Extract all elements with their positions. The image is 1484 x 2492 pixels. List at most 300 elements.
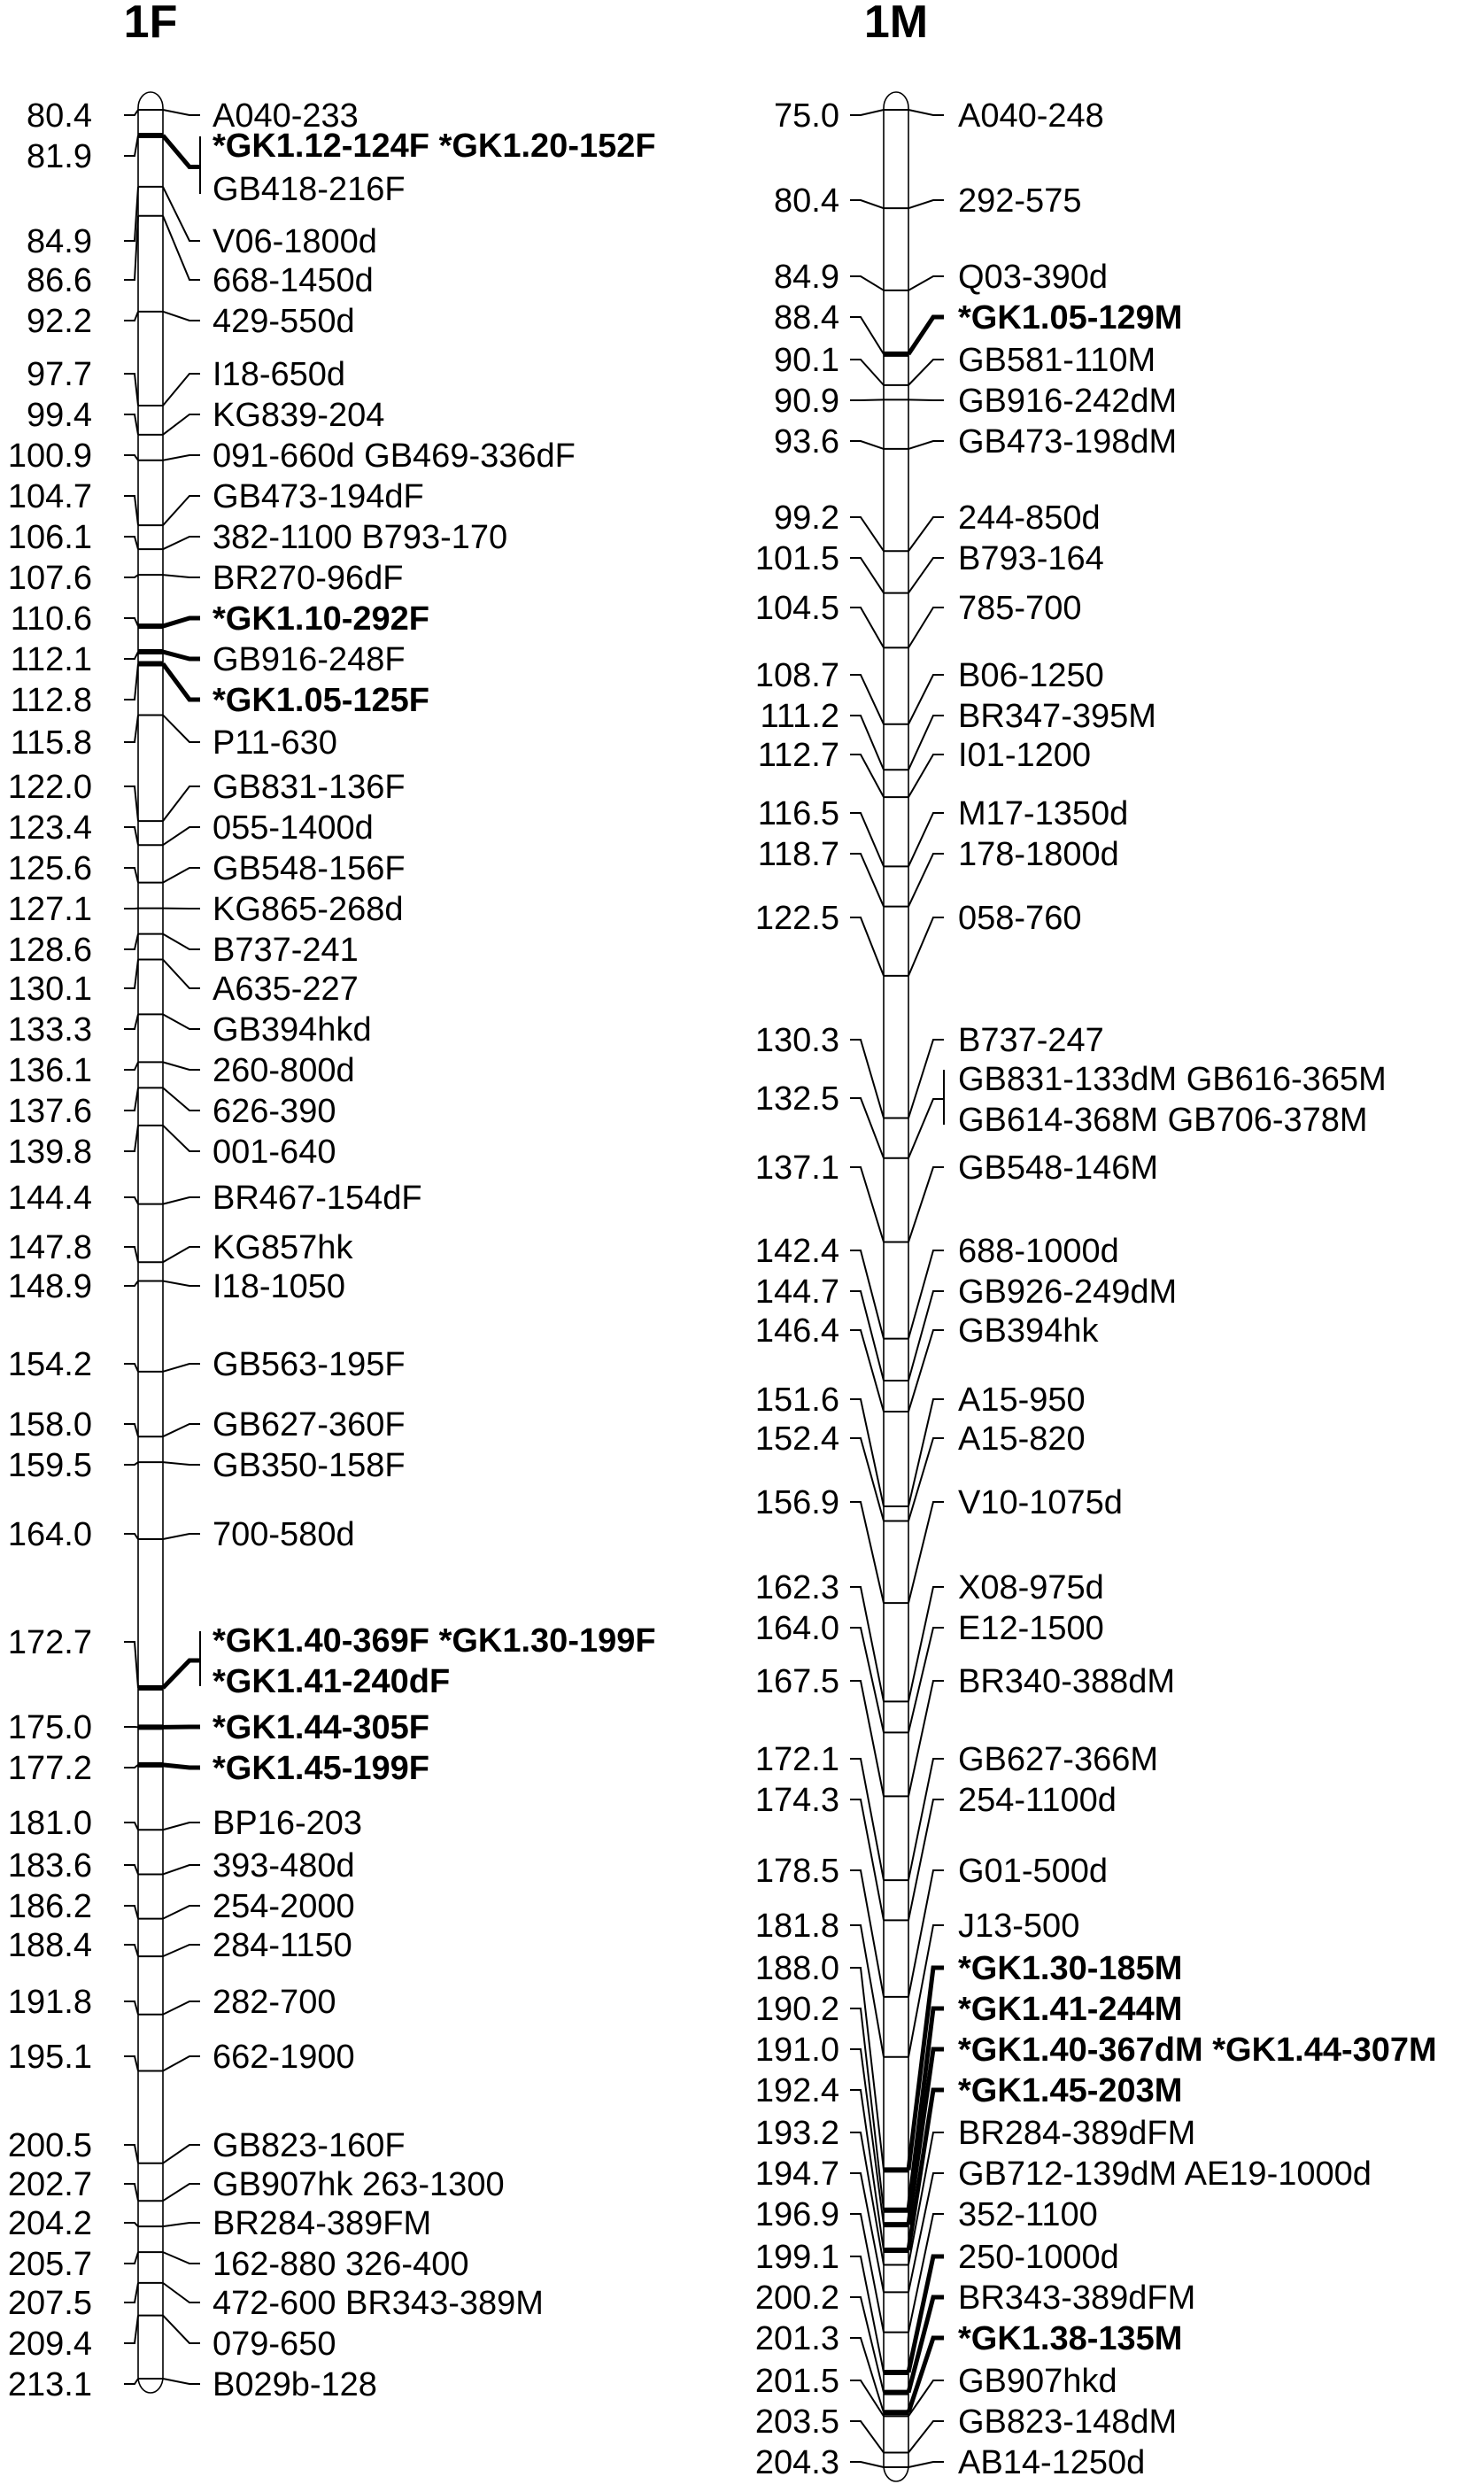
marker-label: GB614-368M GB706-378M — [958, 1102, 1368, 1139]
marker — [27, 128, 656, 208]
position-leader — [850, 1399, 884, 1506]
marker-label: V06-1800d — [213, 223, 377, 260]
marker-position: 92.2 — [27, 303, 92, 340]
chromosome-bar — [138, 92, 163, 2393]
marker-position: 130.1 — [7, 971, 92, 1008]
marker-position: 190.2 — [754, 1991, 839, 2028]
marker-position: 125.6 — [7, 850, 92, 887]
marker — [755, 1782, 1117, 1920]
label-leader — [908, 1759, 944, 1880]
marker-position: 101.5 — [754, 540, 839, 577]
marker-position: 88.4 — [774, 299, 839, 337]
position-leader — [124, 1945, 138, 1956]
position-leader — [124, 786, 138, 821]
marker-label: BP16-203 — [213, 1805, 363, 1842]
marker — [8, 1447, 406, 1484]
marker-label: GB907hk 263-1300 — [213, 2166, 505, 2203]
position-leader — [124, 135, 138, 156]
marker-position: 159.5 — [7, 1447, 92, 1484]
label-leader — [163, 2283, 200, 2302]
marker — [8, 1346, 406, 1383]
position-leader — [124, 1765, 138, 1768]
marker-label: 091-660d GB469-336dF — [213, 437, 576, 475]
label-leader — [163, 1087, 200, 1111]
marker-position: 177.2 — [7, 1750, 92, 1787]
marker — [8, 850, 406, 887]
marker-label: *GK1.41-240dF — [213, 1663, 451, 1700]
marker-label: A15-820 — [958, 1420, 1086, 1458]
marker — [8, 1516, 355, 1553]
marker-position: 111.2 — [760, 698, 839, 735]
position-leader — [124, 1906, 138, 1919]
position-leader — [124, 2184, 138, 2201]
label-leader — [163, 786, 200, 821]
position-leader — [124, 2223, 138, 2226]
position-leader — [124, 2001, 138, 2015]
marker-position: 154.2 — [7, 1346, 92, 1383]
marker-label: GB926-249dM — [958, 1273, 1178, 1311]
marker — [755, 1149, 1158, 1242]
marker-position: 200.5 — [7, 2127, 92, 2164]
marker-position: 136.1 — [7, 1052, 92, 1089]
marker — [8, 2039, 355, 2076]
marker — [774, 182, 1081, 220]
label-leader — [163, 868, 200, 883]
marker — [8, 2316, 336, 2363]
label-leader — [908, 1681, 944, 1796]
label-leader — [163, 1424, 200, 1436]
position-leader — [124, 312, 138, 321]
label-leader — [163, 1823, 200, 1830]
position-leader — [124, 1823, 138, 1830]
position-leader — [124, 110, 138, 115]
linkage-group-1F — [8, 0, 656, 2403]
marker-position: 115.8 — [10, 724, 92, 762]
marker-position: 172.1 — [754, 1741, 839, 1778]
marker — [8, 2127, 406, 2164]
label-leader — [163, 455, 200, 460]
marker-label: 382-1100 B793-170 — [213, 519, 508, 556]
position-leader — [124, 2145, 138, 2163]
marker-label: KG857hk — [213, 1229, 353, 1266]
marker — [755, 1061, 1387, 1158]
marker — [8, 437, 576, 475]
label-leader — [908, 360, 944, 385]
marker-label: GB394hkd — [213, 1011, 372, 1049]
label-leader — [163, 110, 200, 115]
position-leader — [124, 715, 138, 742]
marker-position: 90.1 — [774, 342, 839, 379]
label-leader — [908, 1167, 944, 1242]
label-leader — [163, 1945, 200, 1956]
marker-position: 201.3 — [754, 2320, 839, 2357]
marker-position: 137.1 — [754, 1149, 839, 1187]
label-leader — [163, 2316, 200, 2343]
marker-label: 162-880 326-400 — [213, 2246, 469, 2283]
marker-label: 292-575 — [958, 182, 1082, 220]
marker-position: 188.4 — [7, 1927, 92, 1964]
marker — [774, 97, 1104, 135]
position-leader — [124, 575, 138, 577]
label-leader — [163, 618, 200, 626]
marker-label: BR270-96dF — [213, 560, 404, 597]
group-title: 1F — [123, 0, 178, 48]
label-leader — [163, 1281, 200, 1286]
label-leader — [163, 2001, 200, 2015]
marker-position: 81.9 — [27, 138, 92, 175]
position-leader — [850, 110, 884, 115]
label-leader — [163, 1014, 200, 1029]
marker-label: 785-700 — [958, 590, 1082, 627]
marker — [755, 590, 1082, 647]
position-leader — [124, 374, 138, 406]
position-leader — [124, 1014, 138, 1029]
marker-position: 201.5 — [754, 2363, 839, 2400]
label-leader — [908, 1870, 944, 1997]
label-leader — [163, 1660, 200, 1688]
label-leader — [908, 110, 944, 115]
marker-position: 202.7 — [7, 2166, 92, 2203]
marker-position: 142.4 — [754, 1233, 839, 1270]
marker-label: B737-247 — [958, 1022, 1104, 1059]
label-leader — [908, 854, 944, 907]
position-leader — [124, 187, 138, 241]
position-leader — [124, 1087, 138, 1111]
marker — [8, 1927, 352, 1964]
label-leader — [163, 1906, 200, 1919]
marker-label: *GK1.40-367dM *GK1.44-307M — [958, 2032, 1437, 2069]
position-leader — [850, 1587, 884, 1701]
marker-position: 199.1 — [754, 2239, 839, 2276]
marker — [11, 641, 406, 678]
position-leader — [124, 2379, 138, 2384]
marker — [8, 1622, 656, 1700]
label-leader — [908, 1040, 944, 1118]
marker-label: 244-850d — [958, 499, 1101, 537]
marker-position: 203.5 — [754, 2403, 839, 2441]
marker — [8, 2166, 505, 2203]
marker — [8, 1709, 429, 1746]
marker — [8, 2205, 431, 2242]
marker — [755, 900, 1082, 976]
label-leader — [163, 2223, 200, 2226]
marker — [27, 303, 355, 340]
position-leader — [124, 455, 138, 460]
position-leader — [124, 1197, 138, 1204]
marker-label: GB627-366M — [958, 1741, 1159, 1778]
label-leader — [908, 558, 944, 593]
marker-position: 118.7 — [757, 836, 839, 873]
marker-label: A635-227 — [213, 971, 359, 1008]
marker — [8, 1126, 336, 1171]
marker — [11, 600, 429, 638]
marker-label: GB712-139dM AE19-1000d — [958, 2155, 1372, 2193]
label-leader — [163, 187, 200, 241]
marker-position: 80.4 — [774, 182, 839, 220]
label-leader — [908, 1291, 944, 1381]
position-leader — [850, 317, 884, 354]
marker-label: GB473-198dM — [958, 423, 1178, 460]
label-leader — [908, 399, 944, 400]
marker-label: 178-1800d — [958, 836, 1119, 873]
marker-position: 112.8 — [10, 682, 92, 719]
marker-position: 151.6 — [754, 1381, 839, 1419]
marker-label: GB350-158F — [213, 1447, 406, 1484]
marker-label: GB473-194dF — [213, 478, 424, 515]
marker-label: I18-1050 — [213, 1268, 346, 1305]
label-leader — [163, 2252, 200, 2264]
marker — [8, 891, 404, 928]
marker-label: *GK1.12-124F *GK1.20-152F — [213, 128, 656, 165]
marker-label: 393-480d — [213, 1847, 355, 1884]
position-leader — [124, 537, 138, 549]
marker-label: E12-1500 — [958, 1610, 1104, 1647]
marker — [8, 1888, 355, 1925]
marker-position: 213.1 — [7, 2366, 92, 2403]
marker-position: 99.2 — [774, 499, 839, 537]
marker-label: 079-650 — [213, 2326, 336, 2363]
marker-position: 90.9 — [774, 383, 839, 420]
position-leader — [124, 1247, 138, 1262]
label-leader — [908, 675, 944, 724]
marker — [774, 423, 1177, 460]
marker-position: 191.0 — [754, 2032, 839, 2069]
position-leader — [850, 276, 884, 290]
marker — [8, 1805, 362, 1842]
marker-label: J13-500 — [958, 1908, 1080, 1945]
marker-position: 104.5 — [754, 590, 839, 627]
label-leader — [908, 441, 944, 449]
marker — [8, 809, 374, 847]
marker-label: 058-760 — [958, 900, 1082, 937]
marker-position: 167.5 — [754, 1663, 839, 1700]
label-leader — [163, 537, 200, 549]
marker-position: 99.4 — [27, 397, 92, 434]
position-leader — [124, 1462, 138, 1465]
marker-position: 133.3 — [7, 1011, 92, 1049]
label-leader — [163, 2056, 200, 2070]
marker-position: 97.7 — [27, 356, 92, 393]
marker-position: 156.9 — [754, 1484, 839, 1521]
marker-label: 662-1900 — [213, 2039, 355, 2076]
marker-position: 123.4 — [7, 809, 92, 847]
marker-label: 700-580d — [213, 1516, 355, 1553]
position-leader — [850, 608, 884, 647]
position-leader — [124, 496, 138, 525]
position-leader — [850, 917, 884, 976]
position-leader — [850, 813, 884, 866]
marker-position: 204.2 — [7, 2205, 92, 2242]
position-leader — [124, 868, 138, 883]
position-leader — [850, 2462, 884, 2467]
marker — [755, 540, 1104, 593]
marker-label: *GK1.05-129M — [958, 299, 1183, 337]
marker — [8, 2246, 469, 2283]
marker-label: G01-500d — [958, 1853, 1109, 1890]
label-leader — [163, 1462, 200, 1465]
marker-label: B06-1250 — [958, 657, 1104, 694]
marker-label: GB394hk — [958, 1312, 1099, 1350]
marker-label: P11-630 — [213, 724, 337, 762]
label-leader — [908, 517, 944, 551]
position-leader — [850, 1681, 884, 1796]
chromosome-bar — [884, 92, 908, 2481]
label-leader — [163, 2184, 200, 2201]
marker-position: 130.3 — [754, 1022, 839, 1059]
marker-position: 100.9 — [7, 437, 92, 475]
marker-position: 164.0 — [754, 1610, 839, 1647]
marker — [8, 1229, 354, 1266]
marker-label: GB823-148dM — [958, 2403, 1178, 2441]
label-leader — [163, 2379, 200, 2384]
position-leader — [124, 1062, 138, 1070]
marker-label: BR343-389dFM — [958, 2279, 1196, 2317]
position-leader — [124, 1364, 138, 1372]
marker-position: 108.7 — [754, 657, 839, 694]
marker-label: *GK1.45-199F — [213, 1750, 430, 1787]
marker-position: 175.0 — [7, 1709, 92, 1746]
position-leader — [850, 1250, 884, 1339]
marker-label: GB548-146M — [958, 1149, 1159, 1187]
marker-position: 116.5 — [757, 795, 839, 832]
marker — [8, 1984, 336, 2021]
label-leader — [908, 755, 944, 797]
label-leader — [908, 1399, 944, 1506]
position-leader — [124, 664, 138, 700]
marker-position: 196.9 — [754, 2196, 839, 2233]
position-leader — [124, 1642, 138, 1688]
group-title: 1M — [863, 0, 929, 48]
marker-position: 147.8 — [7, 1229, 92, 1266]
marker-position: 106.1 — [7, 519, 92, 556]
position-leader — [124, 618, 138, 626]
marker-position: 139.8 — [7, 1134, 92, 1171]
marker-label: 254-1100d — [958, 1782, 1117, 1819]
marker — [8, 1847, 355, 1884]
marker-position: 144.7 — [754, 1273, 839, 1311]
marker-position: 112.1 — [10, 641, 92, 678]
marker-label: BR284-389dFM — [958, 2115, 1196, 2152]
marker — [8, 1052, 355, 1089]
marker-position: 178.5 — [754, 1853, 839, 1890]
marker-position: 186.2 — [7, 1888, 92, 1925]
marker — [8, 560, 404, 597]
marker-position: 191.8 — [7, 1984, 92, 2021]
marker-label: KG839-204 — [213, 397, 385, 434]
marker — [774, 342, 1156, 385]
marker-position: 112.7 — [757, 737, 839, 774]
marker-label: GB823-160F — [213, 2127, 406, 2164]
marker-position: 188.0 — [754, 1950, 839, 1987]
marker-label: *GK1.30-185M — [958, 1950, 1183, 1987]
marker — [8, 1268, 345, 1305]
marker — [774, 383, 1177, 420]
marker-position: 205.7 — [7, 2246, 92, 2283]
marker-label: M17-1350d — [958, 795, 1129, 832]
marker — [27, 397, 384, 435]
label-leader — [163, 1247, 200, 1262]
marker-position: 181.8 — [754, 1908, 839, 1945]
marker-label: 001-640 — [213, 1134, 336, 1171]
marker-label: V10-1075d — [958, 1484, 1123, 1521]
marker-label: *GK1.10-292F — [213, 600, 430, 638]
label-leader — [163, 414, 200, 435]
marker-position: 93.6 — [774, 423, 839, 460]
label-leader — [163, 1865, 200, 1874]
marker — [8, 519, 507, 556]
marker-label: Q03-390d — [958, 259, 1109, 296]
label-leader — [163, 496, 200, 525]
marker-label: BR467-154dF — [213, 1180, 422, 1217]
marker-position: 122.0 — [7, 769, 92, 806]
position-leader — [124, 934, 138, 949]
marker-position: 146.4 — [754, 1312, 839, 1350]
marker-label: B737-241 — [213, 932, 359, 969]
position-leader — [850, 1040, 884, 1118]
position-leader — [850, 200, 884, 208]
marker-position: 104.7 — [7, 478, 92, 515]
marker — [8, 1087, 336, 1130]
marker-label: 260-800d — [213, 1052, 355, 1089]
marker-label: 626-390 — [213, 1093, 336, 1130]
marker-label: GB627-360F — [213, 1406, 406, 1443]
marker-label: A15-950 — [958, 1381, 1086, 1419]
marker-label: *GK1.41-244M — [958, 1991, 1183, 2028]
marker — [8, 2366, 377, 2403]
marker — [8, 1011, 372, 1049]
marker — [758, 737, 1091, 797]
marker-position: 128.6 — [7, 932, 92, 969]
marker-label: GB548-156F — [213, 850, 406, 887]
label-leader — [163, 960, 200, 988]
label-leader — [908, 200, 944, 208]
label-leader — [163, 135, 200, 167]
marker-label: 472-600 BR343-389M — [213, 2285, 544, 2322]
marker-position: 193.2 — [754, 2115, 839, 2152]
marker-position: 172.7 — [7, 1624, 92, 1661]
marker-position: 80.4 — [27, 97, 92, 135]
position-leader — [124, 2252, 138, 2264]
label-leader — [908, 1250, 944, 1339]
position-leader — [124, 1534, 138, 1539]
label-leader — [908, 608, 944, 647]
position-leader — [124, 2316, 138, 2343]
marker-label: GB831-136F — [213, 769, 406, 806]
marker-label: 352-1100 — [958, 2196, 1098, 2233]
position-leader — [850, 1167, 884, 1242]
marker-label: 668-1450d — [213, 262, 374, 299]
marker-label: GB831-133dM GB616-365M — [958, 1061, 1387, 1098]
label-leader — [908, 813, 944, 866]
position-leader — [124, 960, 138, 988]
marker-position: 152.4 — [754, 1420, 839, 1458]
marker-label: GB563-195F — [213, 1346, 406, 1383]
marker-label: X08-975d — [958, 1569, 1104, 1606]
marker-label: AB14-1250d — [958, 2444, 1146, 2481]
marker-label: 688-1000d — [958, 1233, 1119, 1270]
marker-label: 284-1150 — [213, 1927, 352, 1964]
marker-position: 194.7 — [754, 2155, 839, 2193]
label-leader — [163, 374, 200, 406]
label-leader — [908, 1099, 944, 1158]
marker — [758, 836, 1119, 907]
marker-position: 122.5 — [754, 900, 839, 937]
marker-label: *GK1.05-125F — [213, 682, 430, 719]
marker-position: 183.6 — [7, 1847, 92, 1884]
marker-label: 250-1000d — [958, 2239, 1119, 2276]
position-leader — [850, 1098, 884, 1158]
marker — [8, 2283, 544, 2322]
